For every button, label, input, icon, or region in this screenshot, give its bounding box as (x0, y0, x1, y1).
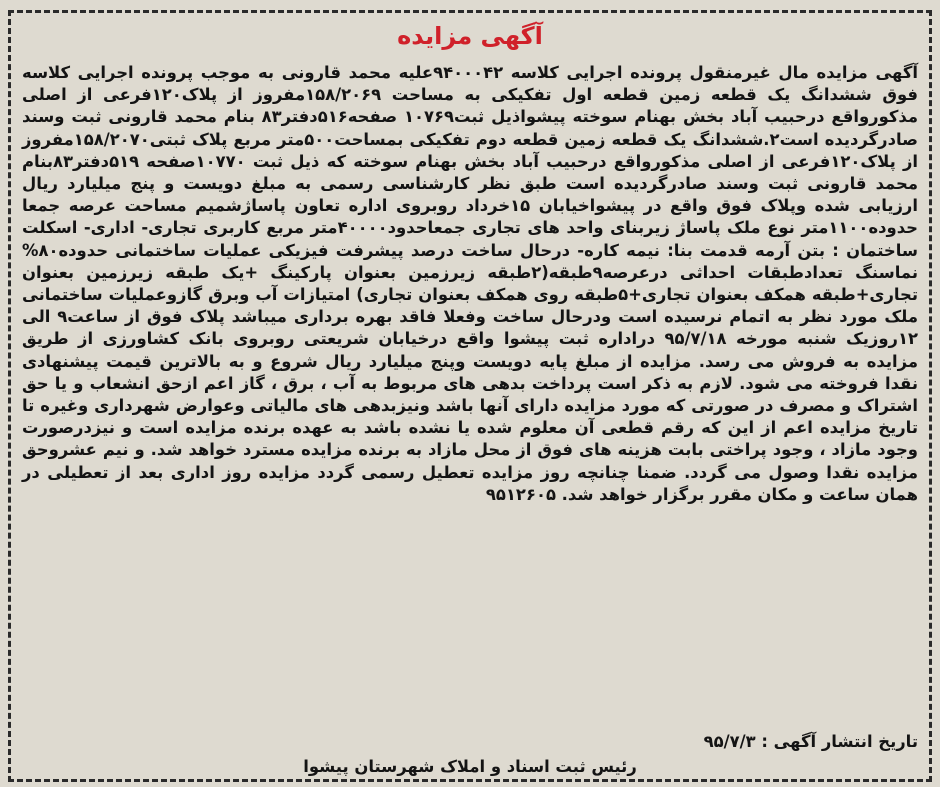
signer-line: رئیس ثبت اسناد و املاک شهرستان پیشوا (303, 757, 637, 776)
notice-title: آگهی مزایده (397, 22, 543, 50)
notice-body-text: آگهی مزایده مال غیرمنقول پرونده اجرایی کلاسه ۹۴۰۰۰۴۲علیه محمد قارونی به موجب پرونده اجرایی کلاسه فوق ششدانگ یک قطعه زمین قطعه اول تفکیکی به مساحت ۱۵۸/۲۰۶۹مفروز از پلاک۱۲۰فرعی از اصلی مذکورواقع درحبیب آباد بخش بهنام سوخته پیشواذیل ثبت۱۰۷۶۹ صفحه۵۱۶دفتر۸۳ بنام محمد قارونی ثبت وسند صادرگردیده است۲.ششدانگ یک قطعه زمین قطعه دوم تفکیکی بمساحت۵۰۰متر مربع پلاک ثبتی۱۵۸/۲۰۷۰مفروز از پلاک۱۲۰فرعی از اصلی مذکورواقع درحبیب آباد بخش بهنام سوخته که ذیل ثبت ۱۰۷۷۰صفحه ۵۱۹دفتر۸۳بنام محمد قارونی ثبت وسند صادرگردیده است طبق نظر کارشناسی رسمی به مبلغ دویست و پنج میلیارد ریال ارزیابی شده وپلاک فوق واقع در پیشواخیابان ۱۵خرداد روبروی اداره تعاون پاساژشمیم مساحت عرصه جمعا حدوده۱۱۰۰متر نوع ملک پاساژ زیربنای واحد های تجاری جمعاحدود۴۰۰۰۰متر مربع کاربری تجاری- اداری- اسکلت ساختمان : بتن آرمه قدمت بنا: نیمه کاره- درحال ساخت درصد پیشرفت فیزیکی عملیات ساختمانی حدوده۸۰% نماسنگ تعدادطبقات احداثی درعرصه۹طبقه(۲طبقه زیرزمین بعنوان پارکینگ +یک طبقه زیرزمین بعنوان تجاری+طبقه همکف بعنوان تجاری+۵طبقه روی همکف بعنوان تجاری) امتیازات آب وبرق گازوعملیات ساختمانی ملک مورد نظر به اتمام نرسیده است ودرحال ساخت وفعلا فاقد بهره برداری میباشد پلاک فوق از ساعت۹ الی ۱۲روزیک شنبه مورخه ۹۵/۷/۱۸ دراداره ثبت پیشوا واقع درخیابان شریعتی روبروی بانک کشاورزی از طریق مزایده به فروش می رسد. مزایده از مبلغ پایه دویست وپنج میلیارد ریال شروع و به بالاترین قیمت پیشنهادی نقدا فروخته می شود. لازم به ذکر است پرداخت بدهی های مربوط به آب ، برق ، گاز اعم ازحق انشعاب و یا حق اشتراک و مصرف در صورتی که مورد مزایده دارای آنها باشد ونیزبدهی های مالیاتی وعوارض شهرداری وغیره تا تاریخ مزایده اعم از این که رقم قطعی آن معلوم شده یا نشده باشد به عهده برنده مزایده است و نیزدرصورت وجود مازاد ، وجود پراختی بابت هزینه های فوق از محل مازاد به برنده مزایده مسترد خواهد شد. و نیم عشروحق مزایده نقدا وصول می گردد. ضمنا چنانچه روز مزایده تعطیل رسمی گردد مزایده روز اداری بعد از تعطیلی در همان ساعت و مکان مقرر برگزار خواهد شد. ۹۵۱۲۶۰۵ (22, 63, 919, 504)
notice-body (22, 62, 918, 506)
publish-date: تاریخ انتشار آگهی : ۹۵/۷/۳ (703, 732, 918, 751)
